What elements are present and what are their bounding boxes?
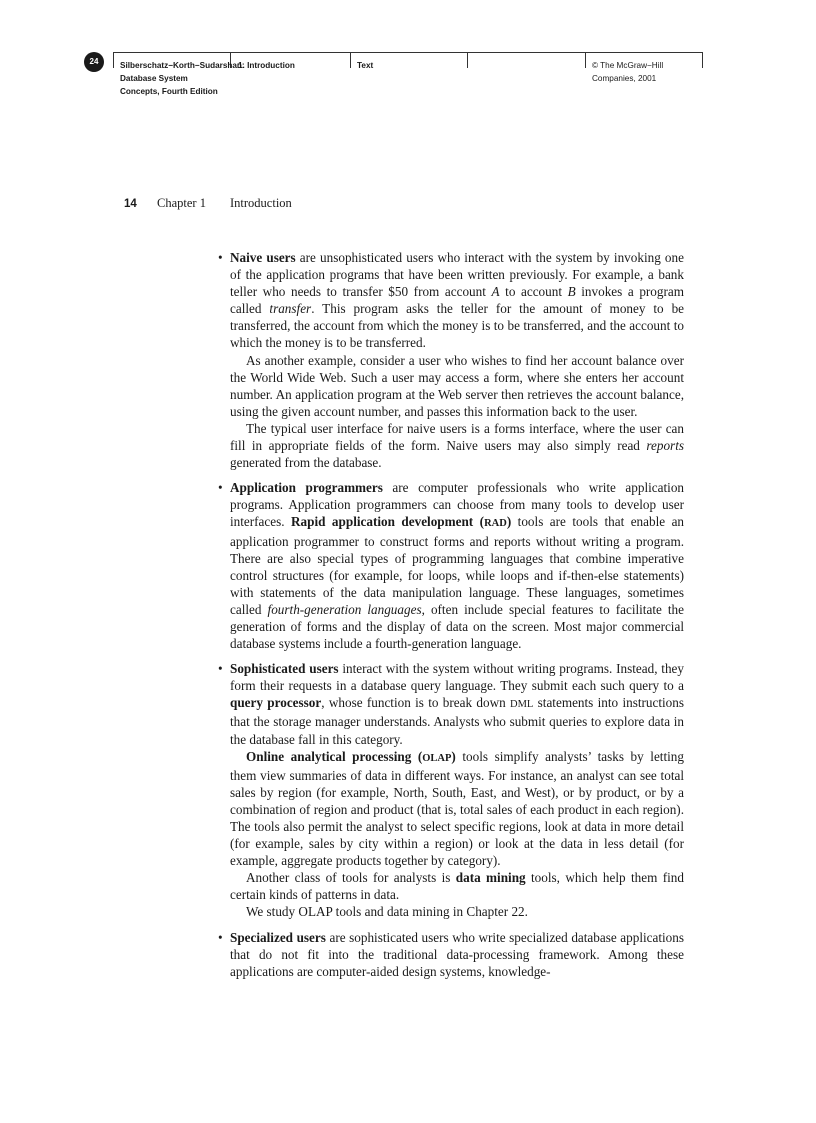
term: Application programmers (230, 480, 383, 496)
body-text (218, 249, 684, 988)
page-badge: 24 (84, 52, 104, 72)
header-divider (113, 52, 114, 68)
book-title-line: Concepts, Fourth Edition (120, 87, 218, 96)
bullet-icon: • (218, 661, 223, 677)
term: Sophisticated users (230, 661, 339, 677)
header-divider (467, 52, 468, 68)
book-title-line: Database System (120, 74, 188, 83)
book-info (120, 59, 245, 98)
chapter-label: Chapter 1 (157, 196, 206, 210)
term: Specialized users (230, 929, 326, 945)
paragraph: Online analytical processing (OLAP) tools simplify analysts’ tasks by letting them view summaries of data in different ways. For instance, an analyst can see total sales by region (for example, North, South, East, and West), or by product, or by a combination of region and product (that is, total sales of each product in each region). The tools also permit the analyst to select specific regions, look at data in more detail (for example, sales by city within a region) or look at the data in less detail (for example, aggregate products together by category). (230, 748, 684, 869)
paragraph: Another class of tools for analysts is data mining tools, which help them find certain kinds of patterns in data. (230, 870, 684, 903)
paragraph: As another example, consider a user who wishes to find her account balance over the World Wide Web. Such a user may access a form, where she enters her account number. An application program at the Web server then retrieves the account balance, using the given account number, and passes this information back to the user. (230, 352, 684, 419)
chapter-title: Introduction (230, 196, 292, 210)
copyright (592, 59, 663, 85)
paragraph: Specialized users are sophisticated users who write specialized database applications that do not fit into the traditional data-processing framework. Among these applications are computer-aided design systems, knowledge- (230, 929, 685, 979)
paragraph: The typical user interface for naive users is a forms interface, where the user can fill in appropriate fields of the form. Naive users may also simply read reports generated from the database. (230, 420, 684, 471)
copyright-line: Companies, 2001 (592, 74, 657, 83)
section-label: 1. Introduction (238, 61, 295, 70)
header-divider (702, 52, 703, 68)
term: Naive users (230, 250, 296, 265)
bullet-icon: • (218, 929, 223, 945)
header-rule (113, 52, 703, 53)
header-divider (585, 52, 586, 68)
paragraph: Naive users are unsophisticated users who interact with the system by invoking one of the application programs that have been written previously. For example, a bank teller who needs to transfer $50 from account A to account B invokes a program called transfer. This program asks the teller for the amount of money to be transferred, the account from which the money is to be transferred, and the account to which the money is to be transferred. (230, 250, 685, 351)
paragraph: Application programmers are computer professionals who write application programs. Application programmers can choose from many tools to develop user interfaces. Rapid application development (RAD) tools are tools that enable an application programmer to construct forms and reports without writing a program. There are also special types of programming languages that combine imperative control structures (for example, for loops, while loops and if-then-else statements) with statements of the data manipulation language. These languages, sometimes called fourth-generation languages, often include special features to facilitate the generation of forms and the display of data on the screen. Most major commercial database systems include a fourth-generation language. (230, 480, 685, 652)
paragraph: Sophisticated users interact with the system without writing programs. Instead, they form their requests in a database query language. They submit each such query to a query processor, whose function is to break down DML statements into instructions that the storage manager understands. Analysts who submit queries to explore data in the database fall in this category. (230, 661, 684, 747)
type-label: Text (357, 61, 374, 70)
list-item-sophisticated-users (218, 660, 684, 920)
list-item-application-programmers (218, 479, 684, 652)
page-number: 14 (124, 198, 137, 210)
copyright-line: © The McGraw−Hill (592, 61, 664, 70)
book-title-line: Silberschatz−Korth−Sudarshan: (120, 61, 245, 70)
bullet-icon: • (218, 480, 223, 496)
bullet-icon: • (218, 250, 223, 265)
list-item-naive-users (218, 249, 684, 471)
list-item-specialized-users (218, 929, 684, 980)
running-head (124, 196, 292, 211)
paragraph: We study OLAP tools and data mining in Chapter 22. (246, 904, 528, 920)
header-divider (350, 52, 351, 68)
